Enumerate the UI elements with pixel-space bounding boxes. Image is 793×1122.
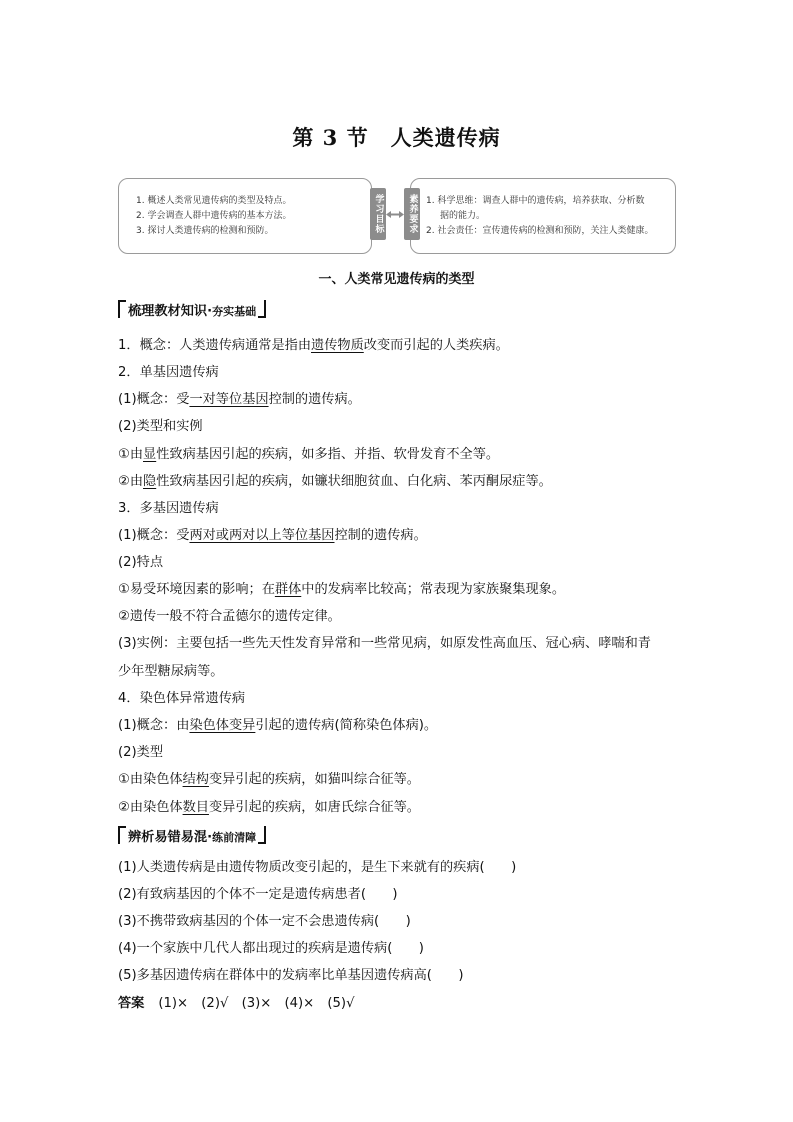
question-item: (3)不携带致病基因的个体一定不会患遗传病( ) <box>118 914 411 929</box>
text-line: (1)概念：受两对或两对以上等位基因控制的遗传病。 <box>118 528 427 543</box>
text-line: (1)概念：受一对等位基因控制的遗传病。 <box>118 392 361 407</box>
text-line: (2)类型和实例 <box>118 419 203 434</box>
answer-line <box>118 992 354 1011</box>
text-line: 少年型糖尿病等。 <box>118 664 224 679</box>
requirement-item: 1. 科学思维：调查人群中的遗传病，培养获取、分析数 <box>426 196 645 206</box>
left-bracket-icon <box>118 300 126 318</box>
learning-goals-tab: 学习目标 <box>370 188 386 240</box>
text-line: (3)实例：主要包括一些先天性发育异常和一些常见病，如原发性高血压、冠心病、哮喘和青 <box>118 636 651 651</box>
double-arrow-icon <box>386 211 404 218</box>
literacy-requirements-list <box>426 194 668 239</box>
learning-goals-list <box>136 194 366 239</box>
section-name: 人类遗传病 <box>390 125 501 150</box>
question-item: (5)多基因遗传病在群体中的发病率比单基因遗传病高( ) <box>118 968 464 983</box>
right-bracket-icon <box>258 826 266 844</box>
answer-label: 答案 <box>118 996 145 1011</box>
text-line: ①由染色体结构变异引起的疾病，如猫叫综合征等。 <box>118 772 420 787</box>
page-title <box>0 122 793 152</box>
text-line: 4．染色体异常遗传病 <box>118 691 246 706</box>
section-heading: 一、人类常见遗传病的类型 <box>318 272 475 287</box>
text-line: ①由显性致病基因引起的疾病，如多指、并指、软骨发育不全等。 <box>118 447 500 462</box>
text-line: (2)特点 <box>118 555 164 570</box>
text-line: ②由染色体数目变异引起的疾病，如唐氏综合征等。 <box>118 800 420 815</box>
goal-item: 1. 概述人类常见遗传病的类型及特点。 <box>136 196 292 206</box>
section-number: 第 3 节 <box>292 125 369 150</box>
text-line: 1．概念：人类遗传病通常是指由遗传物质改变而引起的人类疾病。 <box>118 338 509 353</box>
text-line: 3．多基因遗传病 <box>118 501 219 516</box>
text-line: 2．单基因遗传病 <box>118 365 219 380</box>
goal-item: 3. 探讨人类遗传病的检测和预防。 <box>136 226 274 236</box>
requirement-item: 据的能力。 <box>440 211 486 221</box>
left-bracket-icon <box>118 826 126 844</box>
text-line: (2)类型 <box>118 745 164 760</box>
text-line: ①易受环境因素的影响；在群体中的发病率比较高；常表现为家族聚集现象。 <box>118 582 566 597</box>
requirement-item: 2. 社会责任：宣传遗传病的检测和预防，关注人类健康。 <box>426 226 654 236</box>
subsection-header-distinguish: 辨析易错易混·练前清障 <box>118 826 266 845</box>
question-item: (4)一个家族中几代人都出现过的疾病是遗传病( ) <box>118 941 424 956</box>
goal-item: 2. 学会调查人群中遗传病的基本方法。 <box>136 211 292 221</box>
text-line: ②遗传一般不符合孟德尔的遗传定律。 <box>118 609 341 624</box>
text-line: (1)概念：由染色体变异引起的遗传病(简称染色体病)。 <box>118 718 438 733</box>
subsection-header-review: 梳理教材知识·夯实基础 <box>118 300 266 319</box>
literacy-requirements-tab: 素养要求 <box>404 188 420 240</box>
question-item: (1)人类遗传病是由遗传物质改变引起的，是生下来就有的疾病( ) <box>118 860 517 875</box>
answer-text: (1)× (2)√ (3)× (4)× (5)√ <box>158 996 355 1011</box>
question-item: (2)有致病基因的个体不一定是遗传病患者( ) <box>118 887 398 902</box>
right-bracket-icon <box>258 300 266 318</box>
text-line: ②由隐性致病基因引起的疾病，如镰状细胞贫血、白化病、苯丙酮尿症等。 <box>118 474 552 489</box>
